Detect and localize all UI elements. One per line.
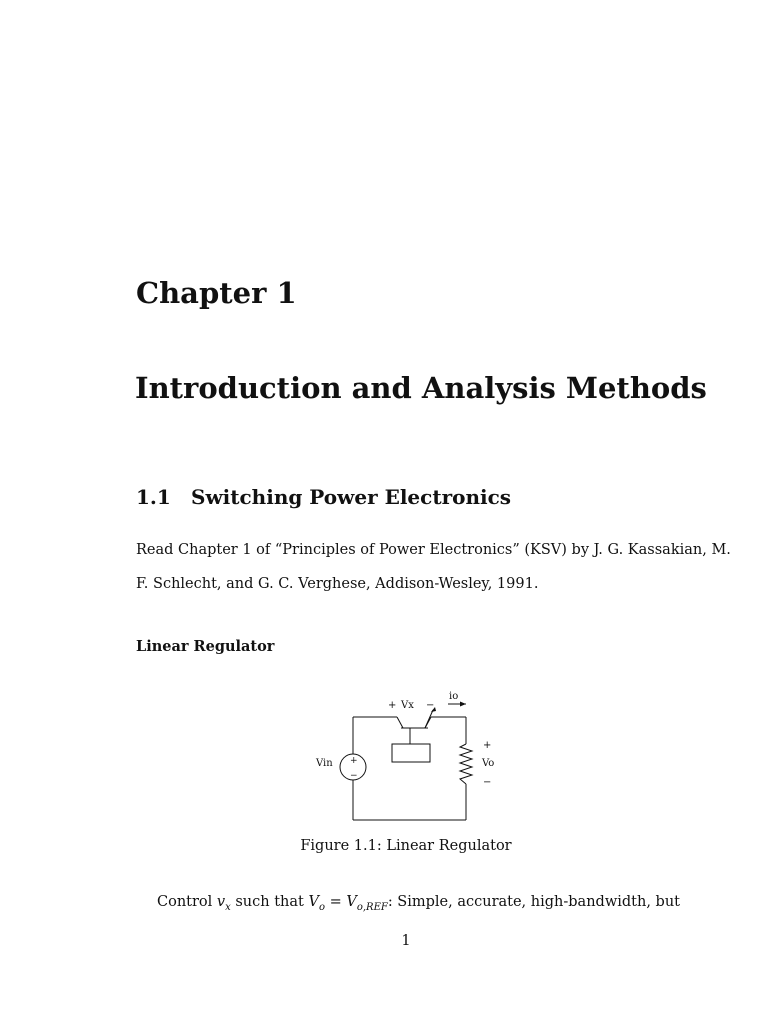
- equals-sign: =: [324, 894, 347, 910]
- paragraph-line-1: Read Chapter 1 of “Principles of Power Electronics” (KSV) by J. G. Kassakian, M.: [136, 542, 731, 558]
- control-prefix: Control: [157, 894, 217, 910]
- vin-label: Vin: [316, 758, 333, 769]
- subheading-linear-regulator: Linear Regulator: [136, 638, 275, 655]
- control-sentence: [157, 894, 680, 913]
- control-mid: such that: [230, 894, 309, 910]
- vref-subscript: o,REF: [356, 901, 388, 913]
- chapter-label: Chapter 1: [136, 276, 297, 310]
- vo-plus-label: +: [483, 740, 492, 751]
- vx-label: Vx: [401, 700, 414, 711]
- vo-label: Vo: [482, 758, 495, 769]
- page-number: 1: [401, 933, 411, 949]
- linear-regulator-circuit-diagram: [300, 680, 520, 830]
- io-label: io: [449, 691, 459, 702]
- vx-minus-label: −: [426, 700, 435, 711]
- vo-variable: V: [308, 894, 319, 910]
- source-minus-label: −: [350, 771, 358, 781]
- vx-variable: v: [216, 894, 226, 910]
- vx-subscript: x: [225, 901, 231, 913]
- section-number: 1.1: [136, 485, 171, 509]
- vx-plus-label: +: [388, 700, 397, 711]
- section-title: Switching Power Electronics: [191, 485, 512, 509]
- figure-caption: Figure 1.1: Linear Regulator: [300, 838, 512, 854]
- vref-variable: V: [346, 894, 357, 910]
- control-suffix: : Simple, accurate, high-bandwidth, but: [387, 894, 680, 910]
- chapter-title: Introduction and Analysis Methods: [135, 371, 707, 405]
- paragraph-line-2: F. Schlecht, and G. C. Verghese, Addison-Wesley, 1991.: [136, 576, 539, 592]
- section-heading: [136, 485, 511, 509]
- vo-subscript: o: [318, 901, 325, 913]
- source-plus-label: +: [350, 756, 358, 766]
- vo-minus-label: −: [483, 777, 492, 788]
